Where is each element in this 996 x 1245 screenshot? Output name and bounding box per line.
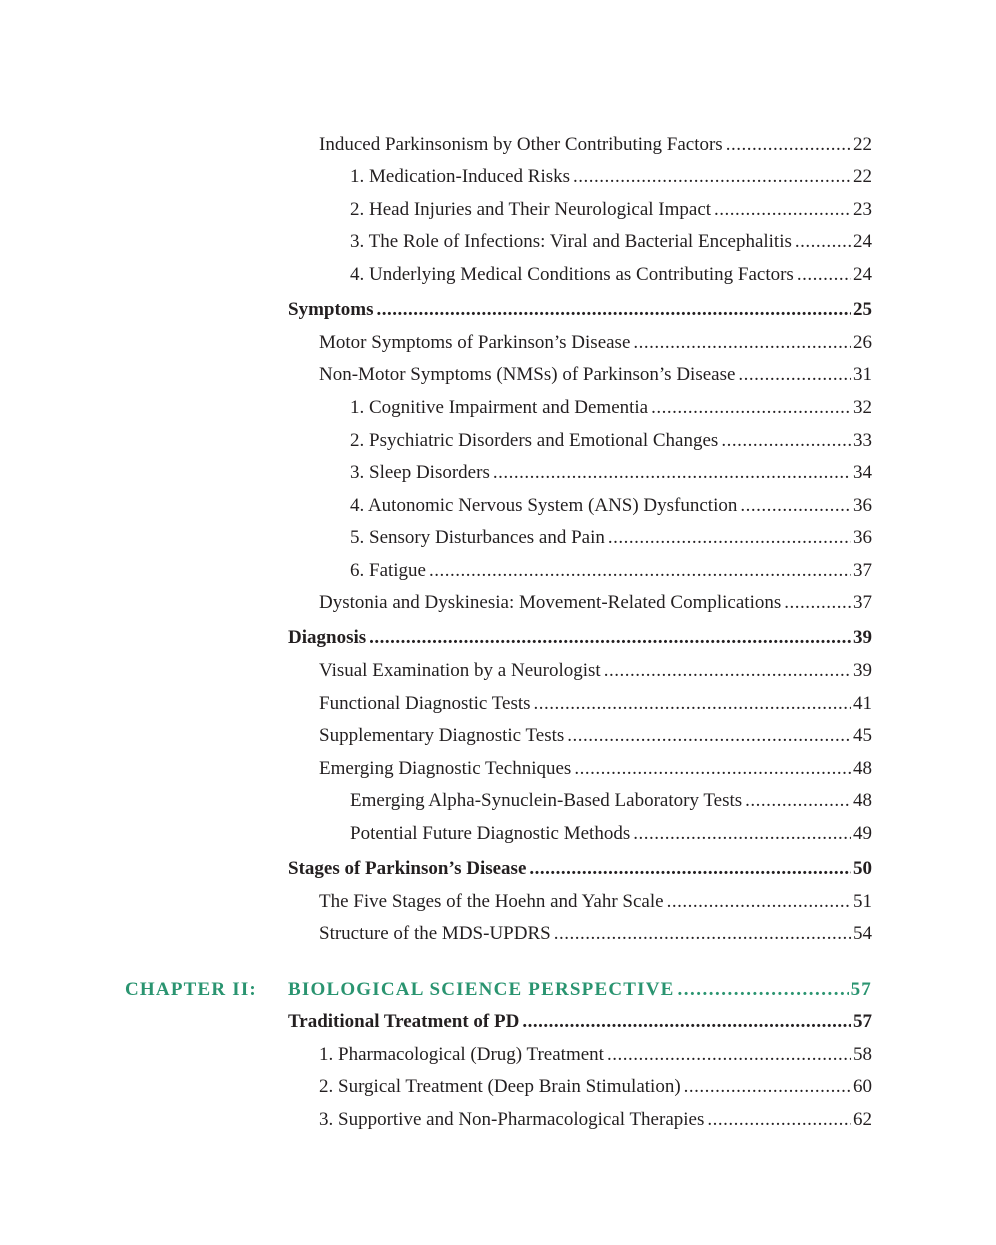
toc-entry[interactable] — [350, 195, 872, 225]
toc-entry-title: 2. Psychiatric Disorders and Emotional Changes — [350, 430, 719, 451]
dot-leader — [493, 458, 851, 488]
toc-entry-title: Structure of the MDS-UPDRS — [319, 923, 551, 944]
dot-leader — [678, 975, 849, 1005]
toc-entry[interactable] — [319, 130, 872, 160]
toc-entry-title: 2. Surgical Treatment (Deep Brain Stimulation) — [319, 1076, 681, 1097]
toc-entry-page: 36 — [853, 495, 872, 516]
chapter-title: BIOLOGICAL SCIENCE PERSPECTIVE — [288, 979, 675, 1000]
dot-leader — [726, 130, 851, 160]
toc-entry-title: Emerging Diagnostic Techniques — [319, 758, 572, 779]
toc-entry-page: 39 — [853, 660, 872, 681]
toc-entry-page: 24 — [853, 231, 872, 252]
toc-entry-page: 39 — [853, 627, 872, 648]
toc-entry-page: 37 — [853, 592, 872, 613]
toc-entry[interactable] — [350, 819, 872, 849]
toc-entry-page: 41 — [853, 693, 872, 714]
toc-entry-title: Induced Parkinsonism by Other Contributing Factors — [319, 134, 723, 155]
toc-entry-title: Non-Motor Symptoms (NMSs) of Parkinson’s Disease — [319, 364, 736, 385]
toc-entry[interactable] — [319, 887, 872, 917]
dot-leader — [608, 523, 851, 553]
toc-entry-page: 58 — [853, 1044, 872, 1065]
toc-entry-page: 26 — [853, 332, 872, 353]
toc-entry[interactable] — [350, 491, 872, 521]
dot-leader — [651, 393, 851, 423]
toc-chapter-entry[interactable] — [288, 975, 872, 1005]
toc-entry[interactable] — [350, 523, 872, 553]
toc-entry-title: 3. Sleep Disorders — [350, 462, 490, 483]
dot-leader — [607, 1040, 851, 1070]
dot-leader — [554, 919, 851, 949]
dot-leader — [377, 295, 851, 325]
toc-entry-page: 51 — [853, 891, 872, 912]
dot-leader — [795, 227, 851, 257]
toc-entry-title: 6. Fatigue — [350, 560, 426, 581]
dot-leader — [745, 786, 851, 816]
toc-entry-title: 1. Cognitive Impairment and Dementia — [350, 397, 649, 418]
toc-entry-page: 33 — [853, 430, 872, 451]
toc-entry-title: 5. Sensory Disturbances and Pain — [350, 527, 605, 548]
toc-entry[interactable] — [319, 1105, 872, 1135]
toc-entry[interactable] — [319, 721, 872, 751]
toc-entry[interactable] — [319, 360, 872, 390]
toc-entry-title: Supplementary Diagnostic Tests — [319, 725, 565, 746]
dot-leader — [740, 491, 851, 521]
dot-leader — [534, 689, 851, 719]
toc-entry-page: 22 — [853, 166, 872, 187]
dot-leader — [369, 623, 851, 653]
toc-entry-page: 23 — [853, 199, 872, 220]
dot-leader — [529, 854, 851, 884]
toc-entry-title: Potential Future Diagnostic Methods — [350, 823, 631, 844]
toc-entry[interactable] — [319, 328, 872, 358]
toc-entry[interactable] — [319, 919, 872, 949]
toc-entry-page: 60 — [853, 1076, 872, 1097]
toc-entry[interactable] — [350, 458, 872, 488]
dot-leader — [784, 588, 851, 618]
toc-entry-title: Emerging Alpha-Synuclein-Based Laboratory Tests — [350, 790, 743, 811]
toc-entry[interactable] — [350, 162, 872, 192]
toc-entry-title: 4. Autonomic Nervous System (ANS) Dysfunction — [350, 495, 738, 516]
toc-entry-page: 57 — [853, 1011, 872, 1032]
dot-leader — [633, 819, 851, 849]
toc-entry-title: 3. Supportive and Non-Pharmacological Therapies — [319, 1109, 705, 1130]
toc-entry-title: Stages of Parkinson’s Disease — [288, 858, 527, 879]
toc-entry[interactable] — [350, 393, 872, 423]
toc-entry-title: 1. Medication-Induced Risks — [350, 166, 571, 187]
toc-entry-title: Visual Examination by a Neurologist — [319, 660, 601, 681]
toc-entry-page: 25 — [853, 299, 872, 320]
dot-leader — [573, 162, 851, 192]
toc-entry-title: Traditional Treatment of PD — [288, 1011, 520, 1032]
chapter-page: 57 — [850, 979, 872, 1000]
dot-leader — [721, 426, 851, 456]
toc-entry-title: Diagnosis — [288, 627, 367, 648]
toc-entry[interactable] — [319, 588, 872, 618]
toc-entry-page: 45 — [853, 725, 872, 746]
toc-entry-page: 36 — [853, 527, 872, 548]
dot-leader — [684, 1072, 851, 1102]
dot-leader — [633, 328, 851, 358]
dot-leader — [574, 754, 851, 784]
toc-entry-page: 48 — [853, 790, 872, 811]
toc-entry[interactable] — [350, 556, 872, 586]
toc-entry-title: The Five Stages of the Hoehn and Yahr Scale — [319, 891, 664, 912]
toc-entry[interactable] — [319, 1072, 872, 1102]
toc-entry[interactable] — [319, 689, 872, 719]
dot-leader — [429, 556, 851, 586]
dot-leader — [667, 887, 851, 917]
chapter-label: CHAPTER II: — [125, 979, 257, 1000]
toc-section-entry[interactable] — [288, 854, 872, 884]
toc-section-entry[interactable] — [288, 295, 872, 325]
toc-entry-page: 49 — [853, 823, 872, 844]
dot-leader — [738, 360, 851, 390]
toc-entry-page: 22 — [853, 134, 872, 155]
toc-entry-page: 37 — [853, 560, 872, 581]
toc-entry-page: 32 — [853, 397, 872, 418]
dot-leader — [604, 656, 851, 686]
toc-entry-page: 24 — [853, 264, 872, 285]
toc-entry-title: 4. Underlying Medical Conditions as Contributing Factors — [350, 264, 794, 285]
dot-leader — [522, 1007, 851, 1037]
toc-section-entry[interactable] — [288, 1007, 872, 1037]
toc-entry-page: 31 — [853, 364, 872, 385]
toc-entry-title: 1. Pharmacological (Drug) Treatment — [319, 1044, 604, 1065]
toc-entry[interactable] — [350, 426, 872, 456]
toc-entry-page: 54 — [853, 923, 872, 944]
dot-leader — [567, 721, 851, 751]
toc-entry[interactable] — [319, 1040, 872, 1070]
toc-entry-page: 50 — [853, 858, 872, 879]
toc-entry[interactable] — [350, 786, 872, 816]
toc-entry-title: Functional Diagnostic Tests — [319, 693, 531, 714]
dot-leader — [707, 1105, 851, 1135]
dot-leader — [797, 260, 851, 290]
toc-entry[interactable] — [319, 754, 872, 784]
toc-entry-page: 62 — [853, 1109, 872, 1130]
toc-entry-title: Symptoms — [288, 299, 374, 320]
toc-entry-page: 48 — [853, 758, 872, 779]
toc-entry-title: Dystonia and Dyskinesia: Movement-Related Complications — [319, 592, 782, 613]
toc-entry-title: Motor Symptoms of Parkinson’s Disease — [319, 332, 631, 353]
toc-section-entry[interactable] — [288, 623, 872, 653]
toc-entry-page: 34 — [853, 462, 872, 483]
toc-entry[interactable] — [350, 227, 872, 257]
toc-entry[interactable] — [319, 656, 872, 686]
toc-entry-title: 3. The Role of Infections: Viral and Bacterial Encephalitis — [350, 231, 792, 252]
toc-entry-title: 2. Head Injuries and Their Neurological Impact — [350, 199, 712, 220]
dot-leader — [714, 195, 851, 225]
toc-entry[interactable] — [350, 260, 872, 290]
